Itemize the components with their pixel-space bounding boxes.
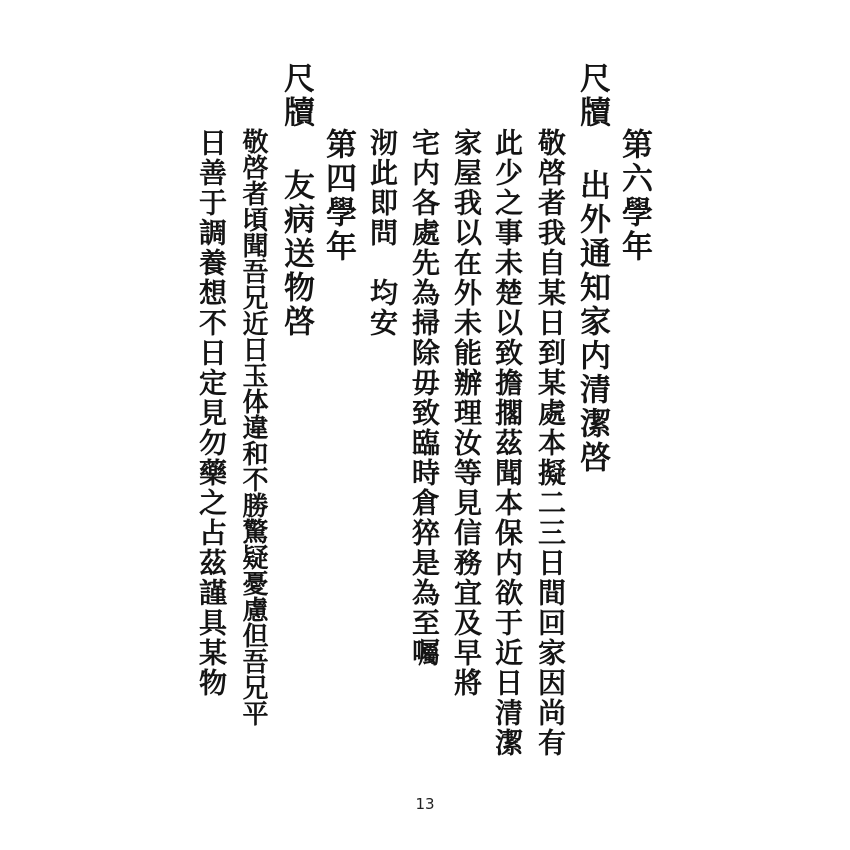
page-number: 13 <box>415 795 435 813</box>
text-column-6: 宅内各處先為掃除毋致臨時倉猝是為至囑 <box>408 128 441 668</box>
text-column-11: 日善于調養想不日定見勿藥之占茲謹具某物 <box>195 128 228 698</box>
text-column-7: 沏此即問 均安 <box>366 128 399 338</box>
text-column-5: 家屋我以在外未能辦理汝等見信務宜及早將 <box>450 128 483 698</box>
text-column-9: 尺牘 友病送物啓 <box>278 62 314 339</box>
text-column-10: 敬啓者頃聞吾兄近日玉体違和不勝驚疑憂慮但吾兄平 <box>238 128 268 726</box>
text-column-8: 第四學年 <box>320 128 356 264</box>
text-column-1: 第六學年 <box>616 128 652 264</box>
text-column-3: 敬啓者我自某日到某處本擬二三日間回家因尚有 <box>534 128 567 758</box>
text-column-2: 尺牘 出外通知家内清潔啓 <box>574 62 610 475</box>
text-column-4: 此少之事未楚以致擔擱茲聞本保内欲于近日清潔 <box>491 128 524 758</box>
